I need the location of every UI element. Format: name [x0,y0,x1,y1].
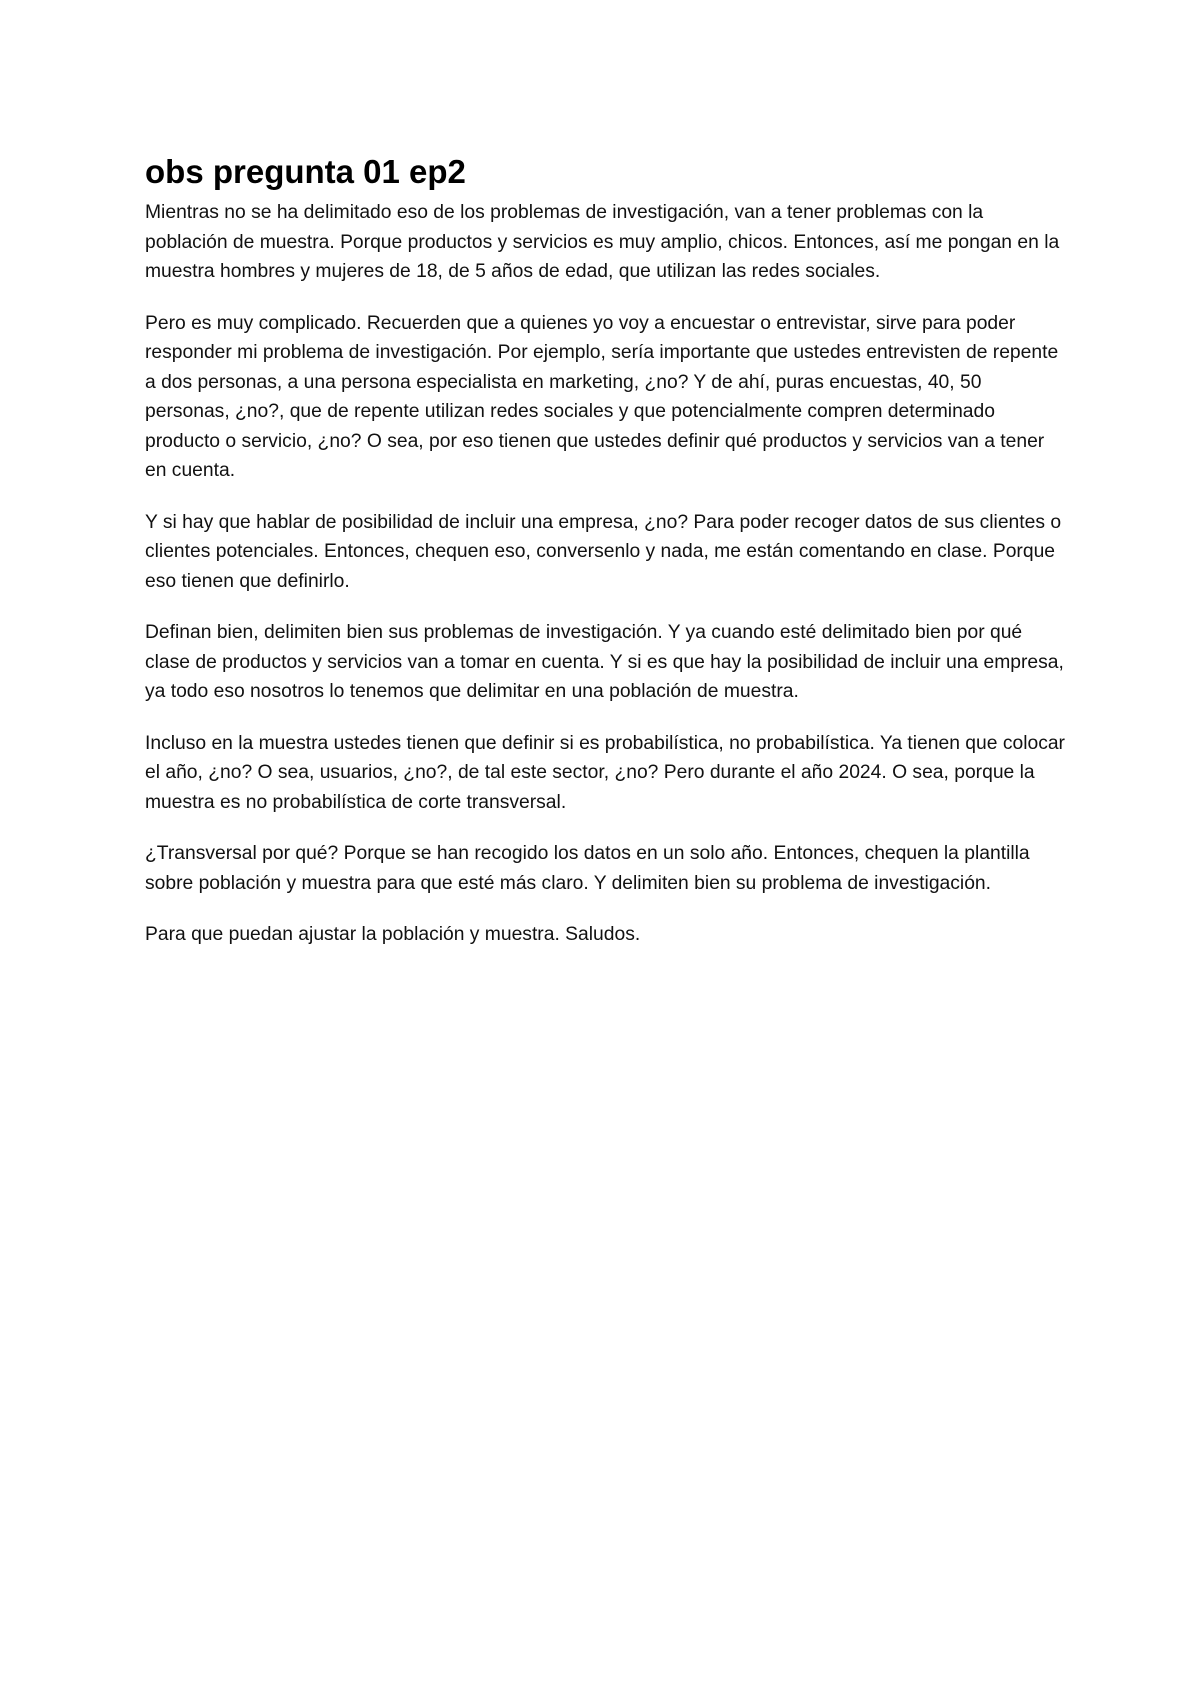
page-title: obs pregunta 01 ep2 [145,153,466,190]
paragraph: Para que puedan ajustar la población y muestra. Saludos. [145,924,641,945]
paragraph: Incluso en la muestra ustedes tienen que definir si es probabilística, no probabilística. Ya tienen que colocar el año, ¿no? O sea, usuarios, ¿no?, de tal este sector, ¿no? Pero durante el año 2024. O sea, porque la muestra es no probabilística de corte transversal. [145,732,1065,813]
paragraph: Mientras no se ha delimitado eso de los problemas de investigación, van a tener problemas con la población de muestra. Porque productos y servicios es muy amplio, chicos. Entonces, así me pongan en la muestra hombres y mujeres de 18, de 5 años de edad, que utilizan las redes sociales. [145,202,1060,282]
paragraph: Definan bien, delimiten bien sus problemas de investigación. Y ya cuando esté delimitado bien por qué clase de productos y servicios van a tomar en cuenta. Y si es que hay la posibilidad de incluir una empresa, ya todo eso nosotros lo tenemos que delimitar en una población de muestra. [145,622,1064,702]
paragraph: ¿Transversal por qué? Porque se han recogido los datos en un solo año. Entonces, chequen la plantilla sobre población y muestra para que esté más claro. Y delimiten bien su problema de investigación. [145,843,1030,894]
paragraph: Y si hay que hablar de posibilidad de incluir una empresa, ¿no? Para poder recoger datos de sus clientes o clientes potenciales. Entonces, chequen eso, conversenlo y nada, me están comentando en clase. Porque eso tienen que definirlo. [145,511,1062,592]
document-body [145,150,1065,972]
paragraph: Pero es muy complicado. Recuerden que a quienes yo voy a encuestar o entrevistar, sirve para poder responder mi problema de investigación. Por ejemplo, sería importante que ustedes entrevisten de repente a dos personas, a una persona especialista en marketing, ¿no? Y de ahí, puras encuestas, 40, 50 personas, ¿no?, que de repente utilizan redes sociales y que potencialmente compren determinado producto o servicio, ¿no? O sea, por eso tienen que ustedes definir qué productos y servicios van a tener en cuenta. [145,312,1059,481]
